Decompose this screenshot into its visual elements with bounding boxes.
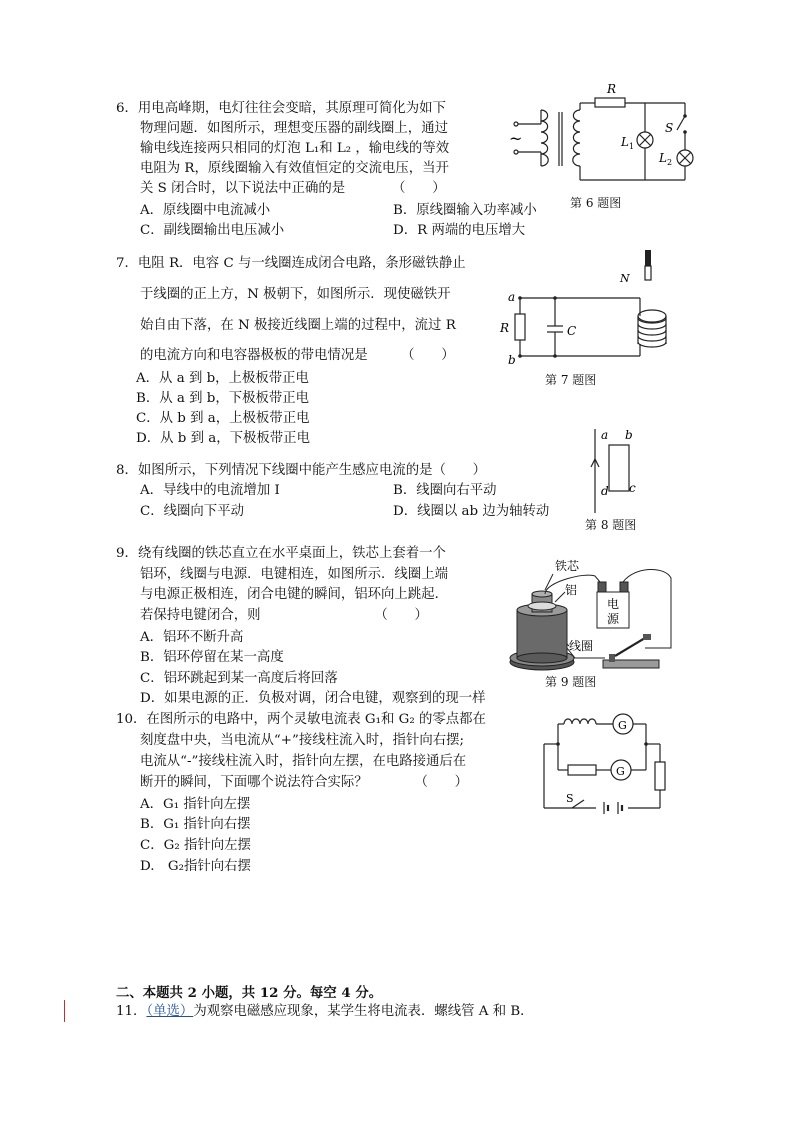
q10-label-g2: G xyxy=(616,765,625,778)
q6-transformer-circuit-figure xyxy=(505,80,695,192)
q8-label-c: c xyxy=(629,481,636,495)
q6-label-l1-sub: 1 xyxy=(629,142,635,151)
q8-option-a: A．导线中的电流增加 I xyxy=(140,483,280,498)
q10-line-4: 断开的瞬间，下面哪个说法符合实际？ （ ） xyxy=(140,775,469,790)
q11-number: 11． xyxy=(116,1004,147,1019)
q6-label-l1: L xyxy=(621,135,629,149)
q7-rc-coil-magnet-figure xyxy=(500,246,680,370)
q8-line-1: 8．如图所示，下列情况下线圈中能产生感应电流的是（ ） xyxy=(116,463,487,478)
q8-option-d: D．线圈以 ab 边为轴转动 xyxy=(393,504,550,519)
q8-label-a: a xyxy=(601,428,609,442)
q9-line-4: 若保持电键闭合，则 （ ） xyxy=(140,608,428,623)
q7-line-2: 于线圈的正上方，N 极朝下，如图所示．现使磁铁开 xyxy=(140,287,451,302)
q7-line-3: 始自由下落，在 N 极接近线圈上端的过程中，流过 R xyxy=(140,318,456,333)
q6-option-c: C．副线圈输出电压减小 xyxy=(140,223,285,238)
q10-line-1: 10．在图所示的电路中，两个灵敏电流表 G₁和 G₂ 的零点都在 xyxy=(116,712,486,727)
q10-line-2: 刻度盘中央，当电流从“+”接线柱流入时，指针向右摆; xyxy=(140,733,465,748)
q9-line-3: 与电源正极相连，闭合电键的瞬间，铝环向上跳起． xyxy=(140,587,448,602)
q11-single-choice-tag[interactable]: （单选） xyxy=(146,1004,194,1019)
q7-label-n: N xyxy=(620,272,630,285)
q9-label-core: 铁芯 xyxy=(555,559,580,573)
q6-line-1: 6．用电高峰期，电灯往往会变暗，其原理可简化为如下 xyxy=(116,101,446,116)
q10-option-b: B．G₁ 指针向右摆 xyxy=(140,817,251,832)
revision-marker xyxy=(64,1000,65,1022)
q6-caption: 第 6 题图 xyxy=(570,196,622,210)
q9-option-c: C．铝环跳起到某一高度后将回落 xyxy=(140,671,338,686)
q8-option-b: B．线圈向右平动 xyxy=(393,483,497,498)
q6-label-l2: L xyxy=(659,151,667,165)
q9-aluminum-ring-coil-figure xyxy=(505,552,685,680)
q6-label-r: R xyxy=(607,82,617,96)
q7-option-b: B．从 a 到 b，下极板带正电 xyxy=(136,391,310,406)
q7-line-1: 7．电阻 R．电容 C 与一线圈连成闭合电路，条形磁铁静止 xyxy=(116,256,466,271)
q6-option-d: D．R 两端的电压增大 xyxy=(393,223,526,238)
q9-line-1: 9．绕有线圈的铁芯直立在水平桌面上，铁芯上套着一个 xyxy=(116,546,446,561)
q7-label-r: R xyxy=(500,321,510,335)
q11-text: 为观察电磁感应现象，某学生将电流表．螺线管 A 和 B． xyxy=(193,1004,534,1019)
q7-caption: 第 7 题图 xyxy=(545,373,597,387)
q9-label-coil: 线圈 xyxy=(569,639,594,653)
q6-line-3: 输电线连接两只相同的灯泡 L₁和 L₂ ，输电线的等效 xyxy=(140,141,450,156)
q7-line-4: 的电流方向和电容器极板的带电情况是 （ ） xyxy=(140,348,455,363)
q10-label-g1: G xyxy=(618,719,627,732)
q9-option-a: A．铝环不断升高 xyxy=(140,630,244,645)
q7-magnet-south-end xyxy=(645,266,651,280)
q7-option-a: A．从 a 到 b，上极板带正电 xyxy=(136,371,309,386)
q6-label-s: S xyxy=(665,121,674,135)
q8-label-d: d xyxy=(601,484,609,498)
q9-label-power-1: 电 xyxy=(607,597,620,611)
q9-option-b: B．铝环停留在某一高度 xyxy=(140,650,284,665)
q8-label-b: b xyxy=(625,428,633,442)
q9-line-2: 铝环，线圈与电源．电键相连，如图所示．线圈上端 xyxy=(140,567,448,582)
q7-label-b: b xyxy=(508,353,516,367)
q6-line-5: 关 S 闭合时，以下说法中正确的是 （ ） xyxy=(140,181,446,196)
q7-option-c: C．从 b 到 a，上极板带正电 xyxy=(136,411,310,426)
q11-line xyxy=(116,1002,534,1022)
q6-option-b: B．原线圈输入功率减小 xyxy=(393,203,537,218)
q8-wire-loop-figure xyxy=(585,425,645,517)
q10-option-c: C．G₂ 指针向左摆 xyxy=(140,838,251,853)
q7-option-d: D．从 b 到 a，下极板带正电 xyxy=(136,431,310,446)
q6-line-2: 物理问题．如图所示，理想变压器的副线圈上，通过 xyxy=(140,121,448,136)
q9-label-ring: 铝 xyxy=(565,583,578,597)
q9-label-power-2: 源 xyxy=(607,612,620,626)
q7-magnet-north-end xyxy=(645,250,651,266)
q7-label-c: C xyxy=(567,324,577,338)
q10-option-a: A．G₁ 指针向左摆 xyxy=(140,797,251,812)
q10-option-d: D. G₂指针向右摆 xyxy=(140,859,251,874)
q6-label-l2-sub: 2 xyxy=(667,158,673,167)
q8-option-c: C．线圈向下平动 xyxy=(140,504,244,519)
q7-label-a: a xyxy=(508,290,516,304)
q10-line-3: 电流从“-”接线柱流入时，指针向左摆，在电路接通后在 xyxy=(140,754,467,769)
q10-galvanometer-circuit-figure xyxy=(538,710,673,820)
q10-label-s: S xyxy=(566,792,574,805)
section-2-heading: 二、本题共 2 小题，共 12 分。每空 4 分。 xyxy=(116,985,383,1001)
q8-caption: 第 8 题图 xyxy=(585,518,637,532)
q6-option-a: A．原线圈中电流减小 xyxy=(140,203,271,218)
q9-caption: 第 9 题图 xyxy=(545,675,597,689)
q9-option-d: D．如果电源的正．负极对调，闭合电键，观察到的现一样 xyxy=(140,691,486,706)
q6-line-4: 电阻为 R，原线圈输入有效值恒定的交流电压，当开 xyxy=(140,161,449,176)
q6-label-ac: ~ xyxy=(509,129,523,148)
